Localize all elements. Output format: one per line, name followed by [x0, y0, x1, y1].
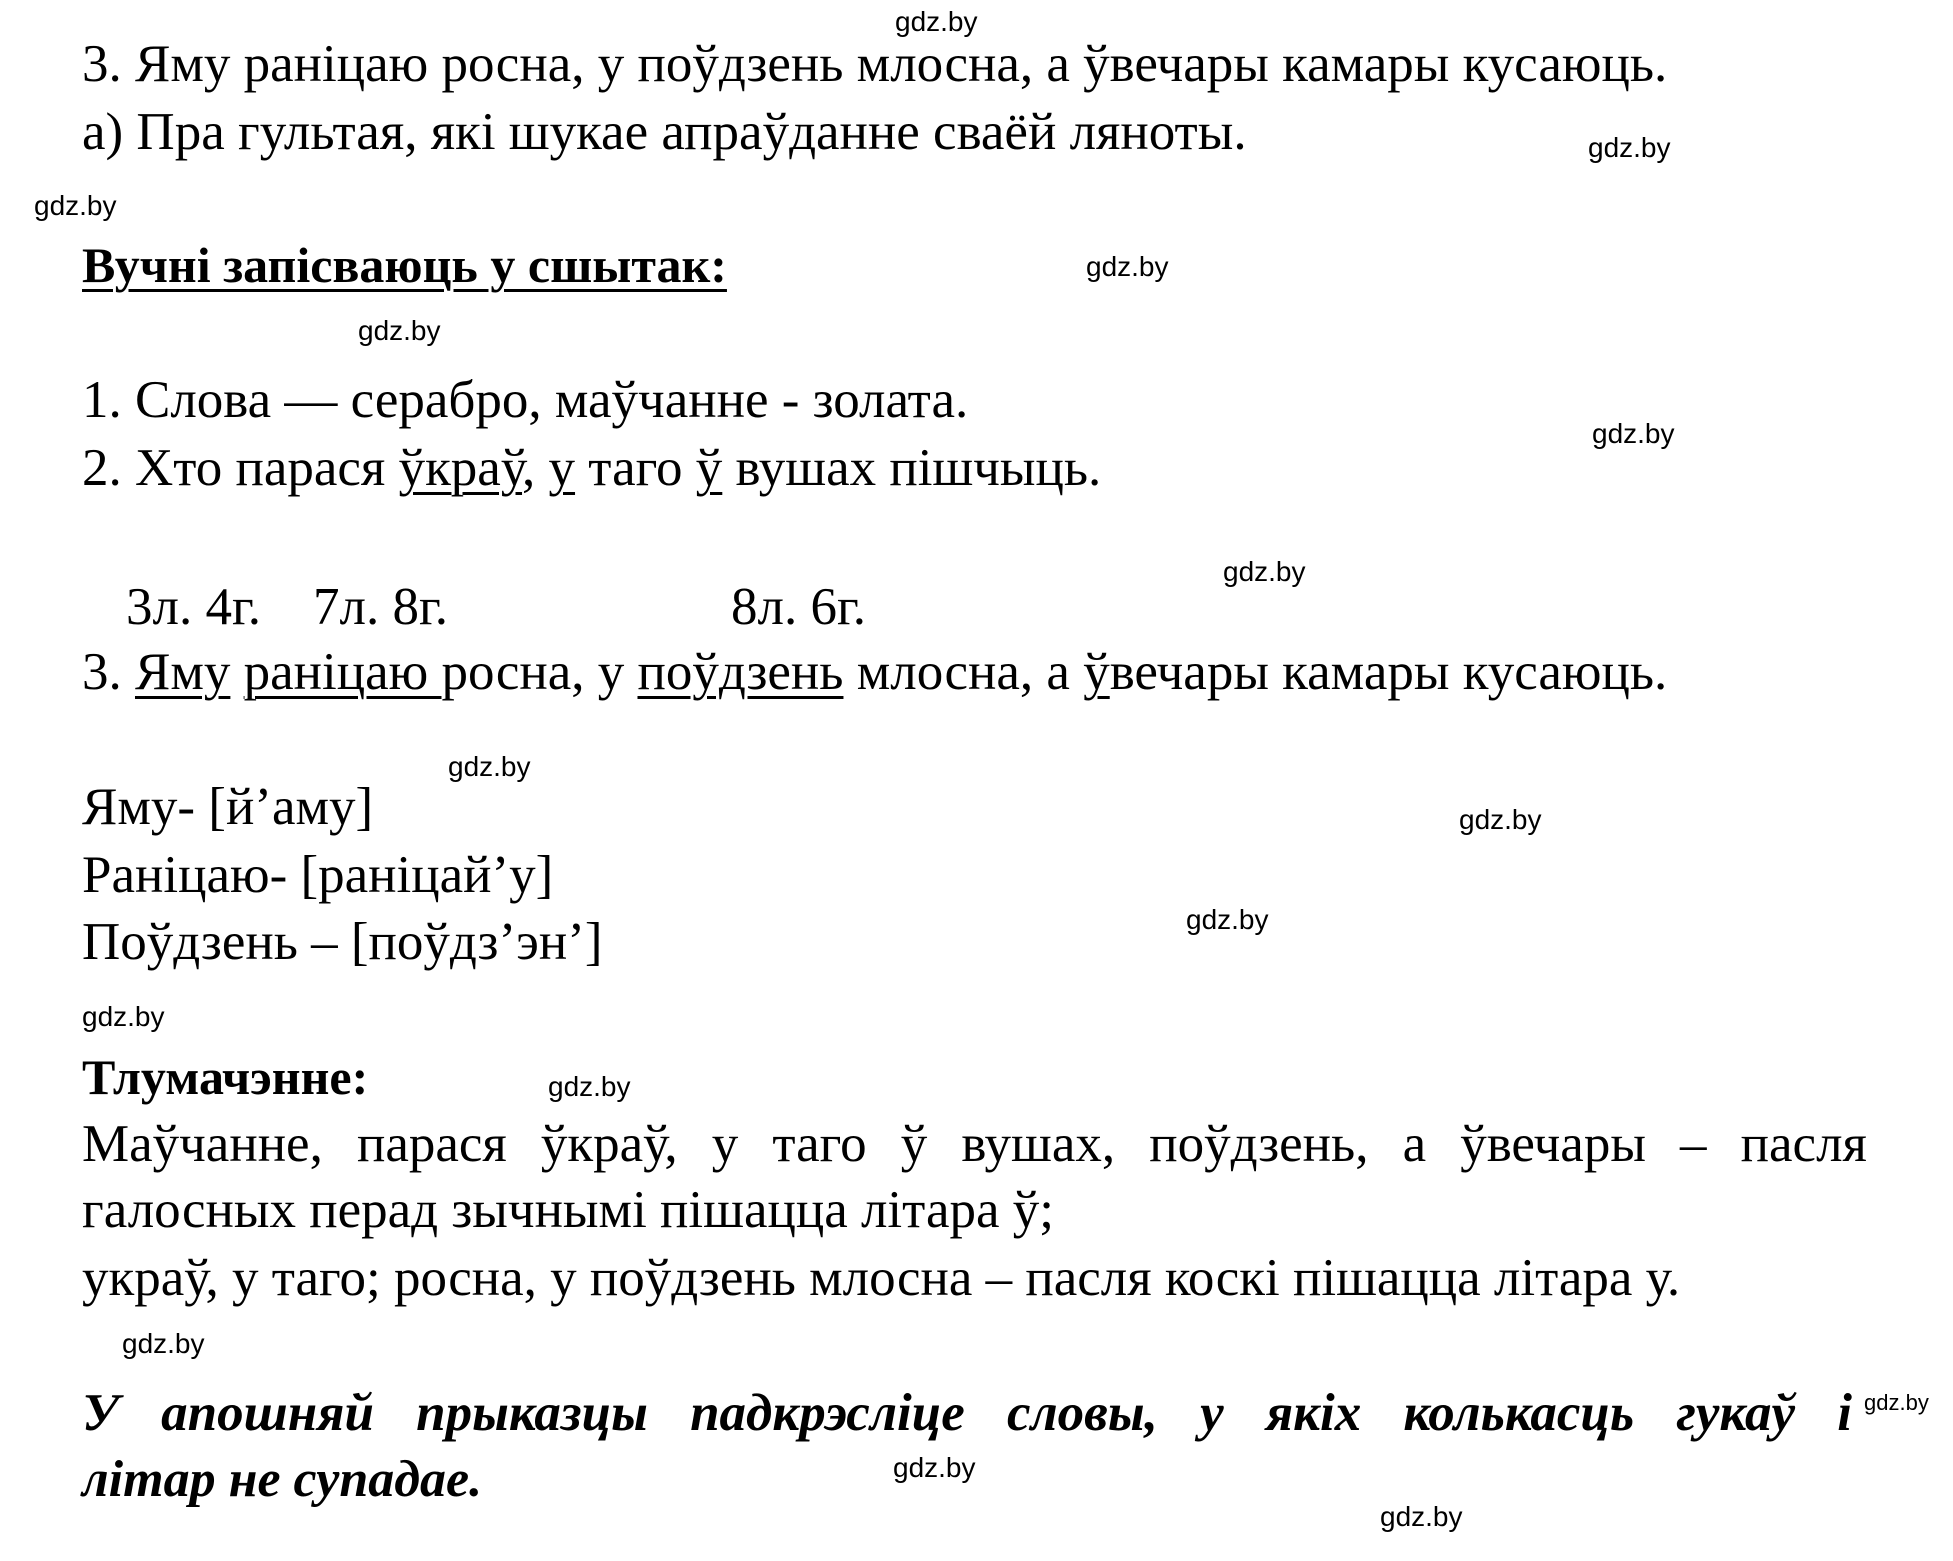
word: прыказцы: [416, 1384, 648, 1442]
word: у: [1200, 1384, 1224, 1442]
transcription-1: Яму- [й’аму]: [82, 778, 374, 836]
word: –: [1680, 1115, 1707, 1173]
watermark: gdz.by: [82, 1001, 165, 1032]
watermark: gdz.by: [893, 1452, 976, 1483]
watermark: gdz.by: [1588, 132, 1671, 163]
text-span: вечары камары кусаюць.: [1109, 643, 1668, 701]
underlined-word: ў: [695, 439, 723, 497]
underlined-word: Яму: [135, 643, 231, 701]
notebook-line-1: 1. Слова — серабро, маўчанне - золата.: [82, 371, 969, 429]
watermark: gdz.by: [448, 751, 531, 782]
word: і: [1837, 1384, 1852, 1442]
notebook-line-3: [82, 640, 1667, 704]
count-marker: 8л. 6г.: [731, 578, 866, 636]
word: ў: [900, 1115, 928, 1173]
watermark: gdz.by: [548, 1071, 631, 1102]
task-line-2: літар не супадае.: [82, 1451, 483, 1508]
text-span: млосна, а: [843, 643, 1084, 701]
word: таго: [772, 1115, 867, 1173]
text-span: таго: [575, 439, 696, 497]
explanation-line-1: [82, 1112, 1867, 1176]
explanation-line-2: галосных перад зычнымі пішацца літара ў;: [82, 1181, 1054, 1239]
count-marker: 7л. 8г.: [313, 578, 448, 636]
underlined-word: ўкраў: [398, 439, 523, 497]
word: вушах,: [961, 1115, 1116, 1173]
text-span: вушах пішчыць.: [722, 439, 1102, 497]
text-span: ,: [522, 439, 549, 497]
proverb-3: 3. Яму раніцаю росна, у поўдзень млосна, а ўвечары камары кусаюць.: [82, 35, 1668, 93]
text-span: 2. Хто парася: [82, 439, 399, 497]
answer-a: а) Пра гультая, які шукае апраўданне сваёй ляноты.: [82, 103, 1247, 161]
word: ўвечары: [1460, 1115, 1646, 1173]
watermark: gdz.by: [1380, 1501, 1463, 1532]
word: якіх: [1265, 1384, 1362, 1442]
word: у: [711, 1115, 739, 1173]
word: колькасць: [1403, 1384, 1635, 1442]
watermark: gdz.by: [1592, 418, 1675, 449]
watermark: gdz.by: [34, 190, 117, 221]
underlined-word: раніцаю: [243, 643, 442, 701]
underlined-word: у: [548, 439, 576, 497]
word: Маўчанне,: [82, 1115, 323, 1173]
underlined-word: поўдзень: [637, 643, 844, 701]
notebook-line-2: [82, 436, 1101, 500]
word: а: [1402, 1115, 1427, 1173]
watermark: gdz.by: [358, 315, 441, 346]
task-line-1: [82, 1381, 1852, 1445]
explanation-line-3: украў, у таго; росна, у поўдзень млосна – пасля коскі пішацца літара у.: [82, 1249, 1681, 1307]
transcription-3: Поўдзень – [поўдз’эн’]: [82, 913, 603, 971]
text-span: [230, 643, 243, 701]
word: гукаў: [1676, 1384, 1795, 1442]
watermark: gdz.by: [1223, 556, 1306, 587]
text-span: 3.: [82, 643, 135, 701]
transcription-2: Раніцаю- [раніцай’у]: [82, 846, 554, 904]
watermark: gdz.by: [1086, 251, 1169, 282]
watermark: gdz.by: [122, 1328, 205, 1359]
underlined-word: ў: [1083, 643, 1110, 701]
explanation-heading: Тлумачэнне:: [82, 1049, 369, 1105]
word: апошняй: [161, 1384, 374, 1442]
watermark: gdz.by: [1186, 904, 1269, 935]
word: пасля: [1740, 1115, 1867, 1173]
word: У: [82, 1384, 119, 1442]
word: парася: [356, 1115, 507, 1173]
watermark: gdz.by: [1864, 1390, 1929, 1415]
notebook-heading: Вучні запісваюць у сшытак:: [82, 237, 727, 293]
watermark: gdz.by: [895, 6, 978, 37]
word: падкрэсліце: [690, 1384, 965, 1442]
count-marker: 3л. 4г.: [126, 578, 261, 636]
word: словы,: [1006, 1384, 1158, 1442]
text-span: росна, у: [441, 643, 638, 701]
word: поўдзень,: [1149, 1115, 1369, 1173]
word: ўкраў,: [540, 1115, 678, 1173]
watermark: gdz.by: [1459, 804, 1542, 835]
